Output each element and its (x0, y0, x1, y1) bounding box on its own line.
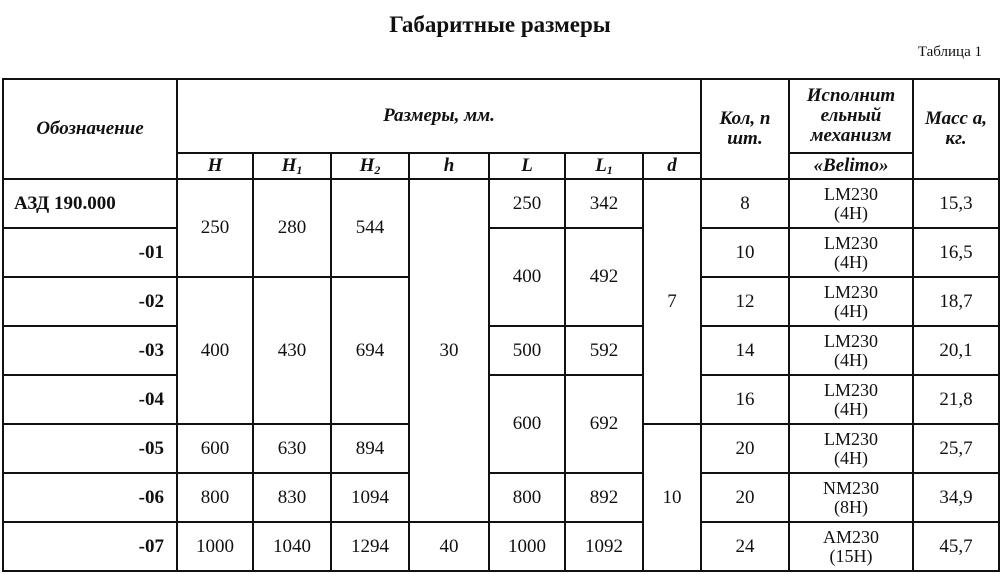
header-designation: Обозначение (3, 79, 177, 179)
header-qty: Кол, п шт. (701, 79, 789, 179)
designation-cell: -03 (3, 326, 177, 375)
qty-cell: 20 (701, 473, 789, 522)
mass-cell: 21,8 (913, 375, 999, 424)
header-actuator-brand: «Belimo» (789, 153, 913, 179)
H-cell: 250 (177, 179, 253, 277)
L1-cell: 592 (565, 326, 643, 375)
mass-cell: 15,3 (913, 179, 999, 228)
H-cell: 400 (177, 277, 253, 424)
L1-cell: 342 (565, 179, 643, 228)
actuator-cell: LM230 (4Н) (789, 179, 913, 228)
mass-cell: 18,7 (913, 277, 999, 326)
d-cell: 10 (643, 424, 701, 571)
header-dimensions: Размеры, мм. (177, 79, 701, 153)
actuator-cell: LM230 (4Н) (789, 277, 913, 326)
qty-cell: 12 (701, 277, 789, 326)
actuator-cell: NM230 (8Н) (789, 473, 913, 522)
header-actuator: Исполнит ельный механизм (789, 79, 913, 153)
header-L: L (489, 153, 565, 179)
qty-cell: 14 (701, 326, 789, 375)
header-H1: $H_1$ (253, 153, 331, 179)
table-row (3, 179, 999, 228)
designation-cell: -02 (3, 277, 177, 326)
page-title: Габаритные размеры (389, 12, 611, 37)
designation-cell: АЗД 190.000 (3, 179, 177, 228)
table-row (3, 473, 999, 522)
H1-cell: 1040 (253, 522, 331, 571)
H-cell: 600 (177, 424, 253, 473)
header-mass: Масс а, кг. (913, 79, 999, 179)
H1-cell: 830 (253, 473, 331, 522)
qty-cell: 16 (701, 375, 789, 424)
d-cell: 7 (643, 179, 701, 424)
qty-cell: 10 (701, 228, 789, 277)
table-row (3, 522, 999, 571)
table-row (3, 375, 999, 424)
H-cell: 1000 (177, 522, 253, 571)
table-row (3, 228, 999, 277)
qty-cell: 8 (701, 179, 789, 228)
H2-cell: 544 (331, 179, 409, 277)
L-cell: 400 (489, 228, 565, 326)
designation-cell: -01 (3, 228, 177, 277)
L-cell: 600 (489, 375, 565, 473)
designation-cell: -05 (3, 424, 177, 473)
H2-cell: 1094 (331, 473, 409, 522)
H2-cell: 1294 (331, 522, 409, 571)
actuator-cell: AM230 (15Н) (789, 522, 913, 571)
actuator-cell: LM230 (4Н) (789, 375, 913, 424)
header-L1: $L_1$ (565, 153, 643, 179)
L1-cell: 492 (565, 228, 643, 326)
H2-cell: 694 (331, 277, 409, 424)
header-d: d (643, 153, 701, 179)
L1-cell: 1092 (565, 522, 643, 571)
L-cell: 1000 (489, 522, 565, 571)
H1-cell: 280 (253, 179, 331, 277)
designation-cell: -04 (3, 375, 177, 424)
L-cell: 800 (489, 473, 565, 522)
mass-cell: 34,9 (913, 473, 999, 522)
mass-cell: 25,7 (913, 424, 999, 473)
header-h: h (409, 153, 489, 179)
actuator-cell: LM230 (4Н) (789, 326, 913, 375)
designation-cell: -06 (3, 473, 177, 522)
actuator-cell: LM230 (4Н) (789, 424, 913, 473)
header-H2: $H_2$ (331, 153, 409, 179)
L1-cell: 892 (565, 473, 643, 522)
L-cell: 250 (489, 179, 565, 228)
mass-cell: 16,5 (913, 228, 999, 277)
h-cell: 30 (409, 179, 489, 522)
qty-cell: 20 (701, 424, 789, 473)
mass-cell: 20,1 (913, 326, 999, 375)
h-cell: 40 (409, 522, 489, 571)
dimensions-table (2, 78, 1000, 572)
L-cell: 500 (489, 326, 565, 375)
mass-cell: 45,7 (913, 522, 999, 571)
designation-cell: -07 (3, 522, 177, 571)
H1-cell: 630 (253, 424, 331, 473)
table-label: Таблица 1 (917, 44, 982, 60)
qty-cell: 24 (701, 522, 789, 571)
actuator-cell: LM230 (4Н) (789, 228, 913, 277)
L1-cell: 692 (565, 375, 643, 473)
header-H: H (177, 153, 253, 179)
H-cell: 800 (177, 473, 253, 522)
H2-cell: 894 (331, 424, 409, 473)
table-row (3, 326, 999, 375)
H1-cell: 430 (253, 277, 331, 424)
